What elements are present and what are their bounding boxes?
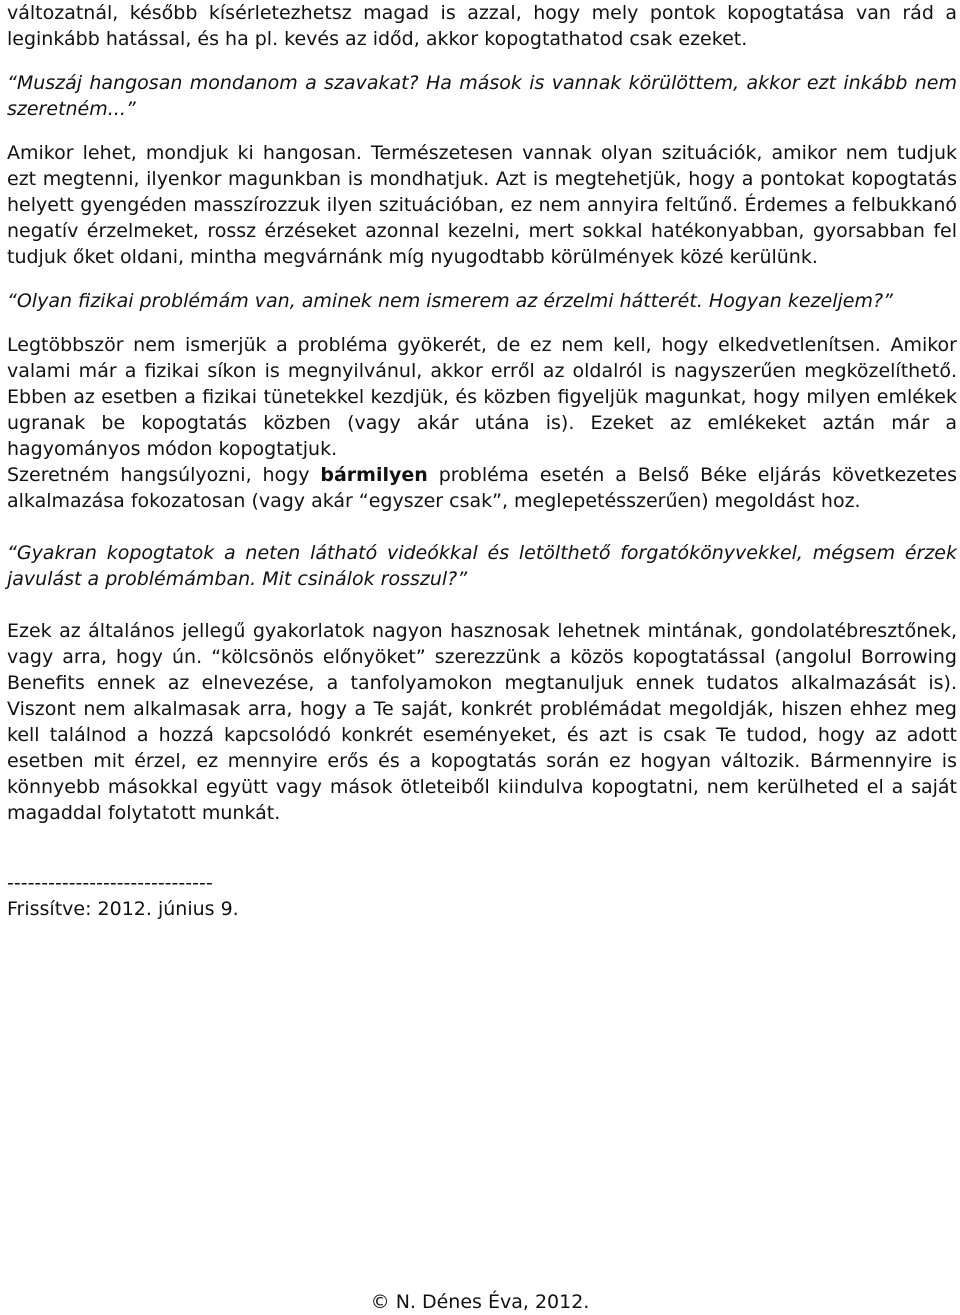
question-speak-aloud: “Muszáj hangosan mondanom a szavakat? Ha mások is vannak körülöttem, akkor ezt inkább nem szeretném...”: [7, 72, 957, 120]
answer-videos: Ezek az általános jellegű gyakorlatok nagyon hasznosak lehetnek mintának, gondolatébresztőnek, vagy arra, hogy ún. “kölcsönös előnyöket” szerezzünk a közös kopogtatással (angolul Borrowing Benefits ennek az elnevezése, a tanfolyamokon megtanuljuk ennek tudatos alkalmazását is). Viszont nem alkalmasak arra, hogy a Te saját, konkrét problémádat megoldják, hiszen ehhez meg kell találnod a hozzá kapcsolódó konkrét eseményeket, és azt is csak Te tudod, hogy az adott esetben mit érzel, ez mennyire erős és a kopogtatás során ez hogyan változik. Bármennyire is könnyebb másokkal együtt vagy mások ötleteiből kiindulva kopogtatni, nem kerülheted el a saját magaddal folytatott munkát.: [7, 620, 957, 824]
divider-line: ------------------------------: [7, 872, 213, 894]
paragraph-intro: változatnál, később kísérletezhetsz magad is azzal, hogy mely pontok kopogtatása van rád a leginkább hatással, és ha pl. kevés az időd, akkor kopogtathatod csak ezeket.: [7, 2, 957, 50]
paragraph-emphasis: [7, 462, 957, 514]
emphasis-bold-word: bármilyen: [320, 464, 428, 486]
emphasis-text-start: Szeretném hangsúlyozni, hogy: [7, 464, 321, 486]
document-page: [7, 0, 957, 922]
question-videos: “Gyakran kopogtatok a neten látható videókkal és letölthető forgatókönyvekkel, mégsem érzek javulást a problémámban. Mit csinálok rosszul?”: [7, 542, 957, 590]
answer-speak-aloud: Amikor lehet, mondjuk ki hangosan. Természetesen vannak olyan szituációk, amikor nem tudjuk ezt megtenni, ilyenkor magunkban is mondhatjuk. Azt is megtehetjük, hogy a pontokat kopogtatás helyett gyengéden masszírozzuk ilyen szituációban, ez nem annyira feltűnő. Érdemes a felbukkanó negatív érzelmeket, rossz érzéseket azonnal kezelni, mert sokkal hatékonyabban, gyorsabban fel tudjuk őket oldani, mintha megvárnánk míg nyugodtabb körülmények közé kerülünk.: [7, 142, 957, 268]
copyright-footer: © N. Dénes Éva, 2012.: [370, 1291, 590, 1313]
updated-date: Frissítve: 2012. június 9.: [7, 898, 239, 920]
question-physical-problem: “Olyan fizikai problémám van, aminek nem ismerem az érzelmi hátterét. Hogyan kezeljem?”: [7, 290, 893, 312]
answer-physical-problem: Legtöbbször nem ismerjük a probléma gyökerét, de ez nem kell, hogy elkedvetlenítsen. Amikor valami már a fizikai síkon is megnyilvánul, akkor erről az oldalról is nagyszerűen megközelíthető. Ebben az esetben a fizikai tünetekkel kezdjük, és közben figyeljük magunkat, hogy milyen emlékek ugranak be kopogtatás közben (vagy akár utána is). Ezeket az emlékeket aztán már a hagyományos módon kopogtatjuk.: [7, 334, 957, 460]
emphasis-text-end: probléma esetén a Belső Béke eljárás következetes alkalmazása fokozatosan (vagy akár “egyszer csak”, meglepetésszerűen) megoldást hoz.: [7, 464, 957, 512]
